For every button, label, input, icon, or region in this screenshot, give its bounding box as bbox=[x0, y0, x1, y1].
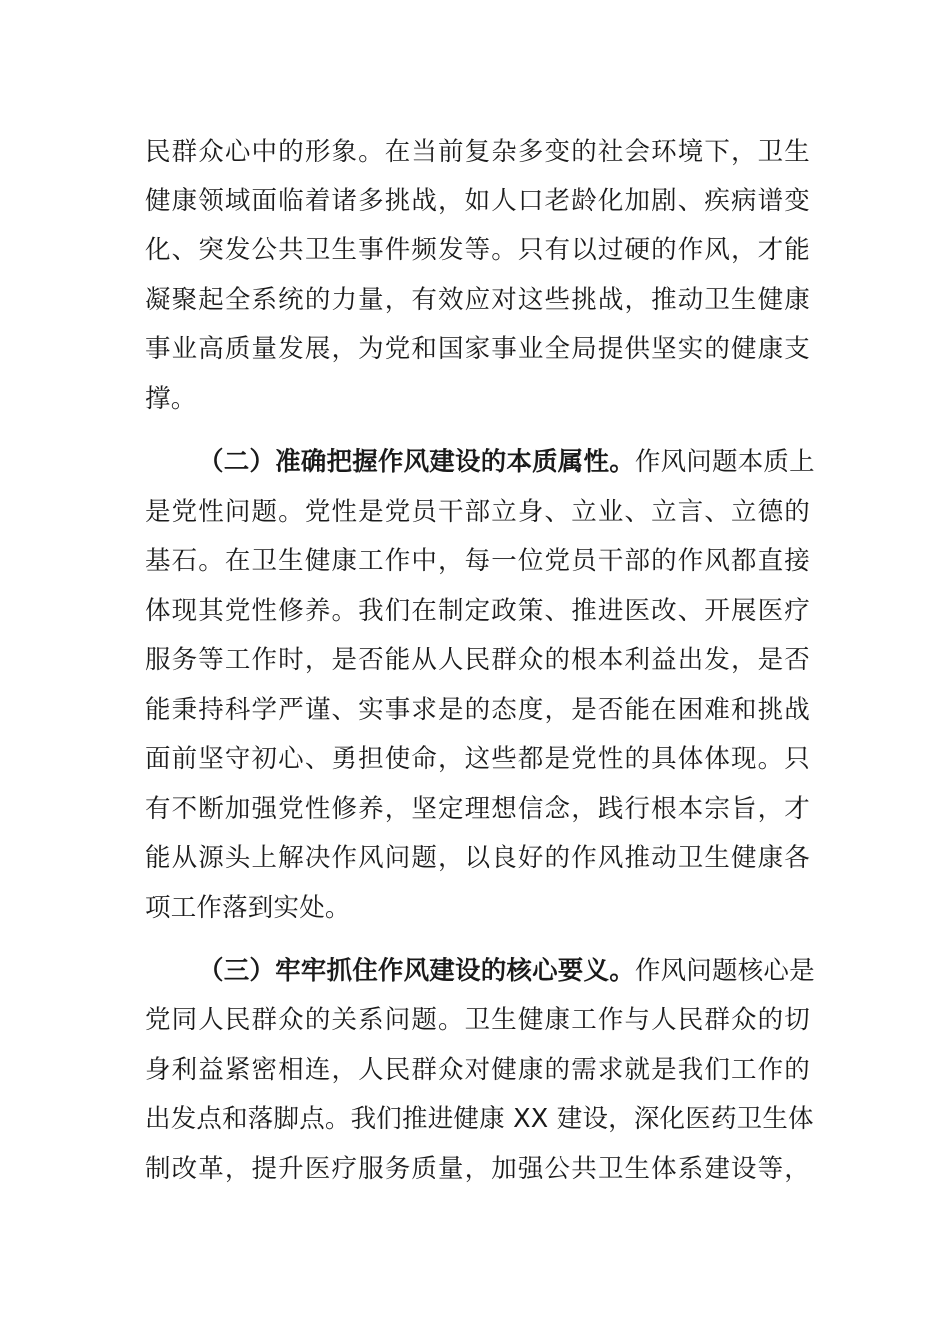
paragraph-line: 服务等工作时，是否能从人民群众的根本利益出发，是否 bbox=[145, 645, 810, 675]
paragraph-line: 化、突发公共卫生事件频发等。只有以过硬的作风，才能 bbox=[145, 235, 810, 265]
section-heading-line bbox=[198, 946, 815, 996]
paragraph-line: 能秉持科学严谨、实事求是的态度，是否能在困难和挑战 bbox=[145, 695, 810, 725]
paragraph-line: 项工作落到实处。 bbox=[145, 893, 351, 923]
paragraph-line: 是党性问题。党性是党员干部立身、立业、立言、立德的 bbox=[145, 497, 810, 527]
paragraph-line: 民群众心中的形象。在当前复杂多变的社会环境下，卫生 bbox=[145, 137, 810, 167]
section-heading-line bbox=[198, 437, 815, 487]
paragraph-line: 身利益紧密相连，人民群众对健康的需求就是我们工作的 bbox=[145, 1055, 810, 1085]
section-first-line-text: 作风问题本质上 bbox=[634, 447, 815, 477]
paragraph-line: 党同人民群众的关系问题。卫生健康工作与人民群众的切 bbox=[145, 1005, 810, 1035]
paragraph-line: 基石。在卫生健康工作中，每一位党员干部的作风都直接 bbox=[145, 546, 810, 576]
paragraph-line: 有不断加强党性修养，坚定理想信念，践行根本宗旨，才 bbox=[145, 794, 810, 824]
paragraph-line: 撑。 bbox=[145, 384, 197, 414]
paragraph-line: 健康领域面临着诸多挑战，如人口老龄化加剧、疾病谱变 bbox=[145, 186, 810, 216]
paragraph-line: 体现其党性修养。我们在制定政策、推进医改、开展医疗 bbox=[145, 596, 810, 626]
paragraph-line: 事业高质量发展，为党和国家事业全局提供坚实的健康支 bbox=[145, 334, 810, 364]
paragraph-line: 凝聚起全系统的力量，有效应对这些挑战，推动卫生健康 bbox=[145, 285, 810, 315]
paragraph-line: 面前坚守初心、勇担使命，这些都是党性的具体体现。只 bbox=[145, 744, 810, 774]
section-heading: （三）牢牢抓住作风建设的核心要义。 bbox=[198, 956, 635, 986]
paragraph-line: 能从源头上解决作风问题，以良好的作风推动卫生健康各 bbox=[145, 843, 810, 873]
section-heading: （二）准确把握作风建设的本质属性。 bbox=[198, 447, 635, 477]
section-first-line-text: 作风问题核心是 bbox=[634, 956, 815, 986]
paragraph-line: 制改革，提升医疗服务质量，加强公共卫生体系建设等， bbox=[145, 1154, 810, 1184]
paragraph-line: 出发点和落脚点。我们推进健康 XX 建设，深化医药卫生体 bbox=[145, 1104, 814, 1134]
